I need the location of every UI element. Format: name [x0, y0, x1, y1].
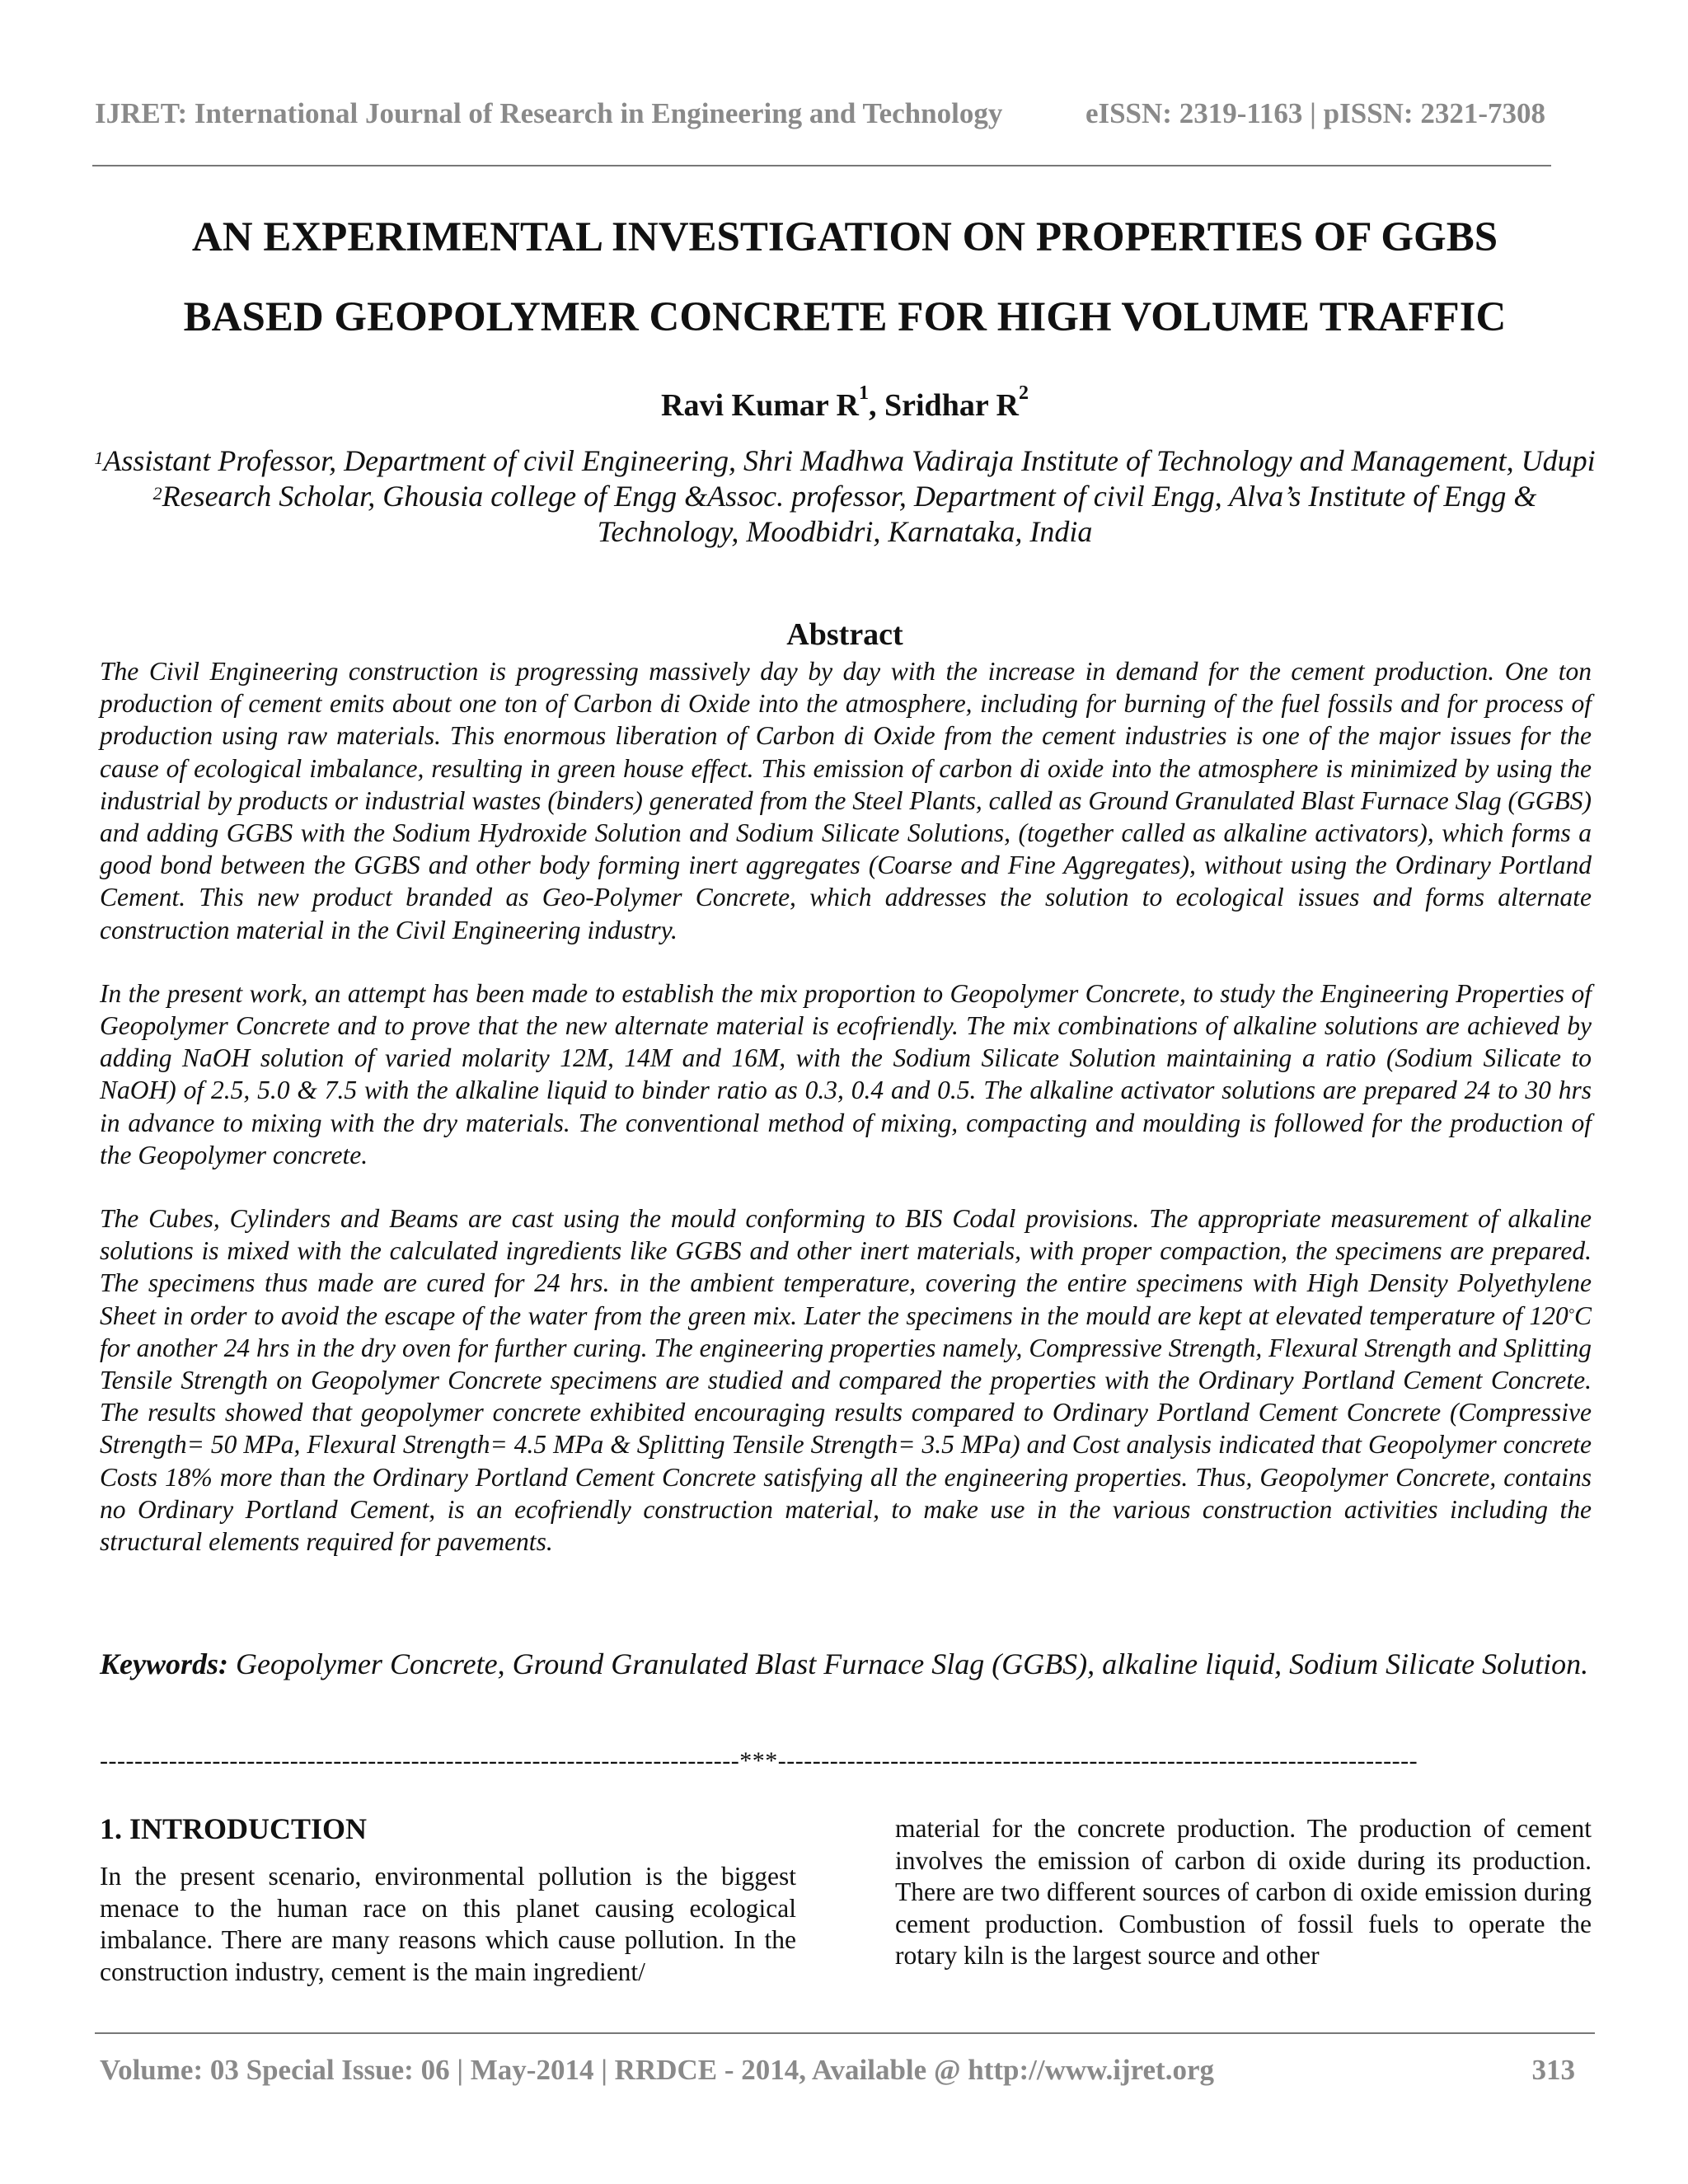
page-footer — [100, 2054, 1575, 2095]
author-1-name: Ravi Kumar R — [661, 388, 859, 423]
page-header — [95, 97, 1545, 138]
degree-symbol: ° — [1568, 1305, 1574, 1322]
journal-name: IJRET: International Journal of Research in Engineering and Technology — [95, 97, 1003, 129]
keywords-label: Keywords: — [100, 1647, 228, 1680]
introduction-heading: 1. INTRODUCTION — [100, 1812, 368, 1845]
abstract-paragraph-1: The Civil Engineering construction is progressing massively day by day with the increase in demand for the cement production. One ton production of cement emits about one ton of Carbon di Oxide into the atmosphere, including for burning of the fuel fossils and for process of production using raw materials. This enormous liberation of Carbon di Oxide from the cement industries is one of the major issues for the cause of ecological imbalance, resulting in green house effect. This emission of carbon di oxide into the atmosphere is minimized by using the industrial by products or industrial wastes (binders) generated from the Steel Plants, called as Ground Granulated Blast Furnace Slag (GGBS) and adding GGBS with the Sodium Hydroxide Solution and Sodium Silicate Solutions, (together called as alkaline activators), which forms a good bond between the GGBS and other body forming inert aggregates (Coarse and Fine Aggregates), without using the Ordinary Portland Cement. This new product branded as Geo-Polymer Concrete, which addresses the solution to ecological issues and forms alternate construction material in the Civil Engineering industry. — [100, 657, 1592, 944]
volume-info: Volume: 03 Special Issue: 06 | May-2014 | RRDCE - 2014, Available @ http://www.ijret.org — [100, 2054, 1214, 2086]
abstract-paragraph-2: In the present work, an attempt has been made to establish the mix proportion to Geopolymer Concrete, to study the Engineering Properties of Geopolymer Concrete and to prove that the new alternate material is ecofriendly. The mix combinations of alkaline solutions are achieved by adding NaOH solution of varied molarity 12M, 14M and 16M, with the Sodium Silicate Solution maintaining a ratio (Sodium Silicate to NaOH) of 2.5, 5.0 & 7.5 with the alkaline liquid to binder ratio as 0.3, 0.4 and 0.5. The alkaline activator solutions are prepared 24 to 30 hrs in advance to mixing with the dry materials. The conventional method of mixing, compacting and moulding is followed for the production of the Geopolymer concrete. — [100, 978, 1592, 1169]
issn-numbers: eISSN: 2319-1163 | pISSN: 2321-7308 — [1085, 97, 1545, 129]
paper-title — [92, 198, 1597, 358]
affiliation-2-text: Research Scholar, Ghousia college of Engg &Assoc. professor, Department of civil Engg, Alva’s Institute of Engg & Technology, Moodbidri, Karnataka, India — [162, 480, 1537, 548]
author-2-name: Sridhar R — [884, 388, 1019, 423]
abstract-paragraph-3 — [100, 1202, 1592, 1558]
affiliation-1-text: Assistant Professor, Department of civil Engineering, Shri Madhwa Vadiraja Institute of Technology and Management, Udupi — [103, 444, 1596, 477]
authors — [92, 382, 1597, 424]
affiliation-2-mark: 2 — [152, 483, 162, 504]
author-2-mark: 2 — [1018, 382, 1029, 404]
affiliation-2 — [92, 479, 1597, 550]
abstract-heading: Abstract — [786, 617, 903, 652]
title-line-2: BASED GEOPOLYMER CONCRETE FOR HIGH VOLUME TRAFFIC — [183, 294, 1507, 340]
title-line-1: AN EXPERIMENTAL INVESTIGATION ON PROPERTIES OF GGBS — [191, 214, 1498, 260]
header-rule — [92, 165, 1551, 166]
footer-rule — [95, 2032, 1595, 2034]
left-column — [100, 1811, 796, 1988]
abstract-paragraph-3-part-2: C for another 24 hrs in the dry oven for further curing. The engineering properties namely, Compressive Strength, Flexural Strength and Splitting Tensile Strength on Geopolymer Concrete specimens are studied and compared the properties with the Ordinary Portland Cement Concrete. The results showed that geopolymer concrete exhibited encouraging results compared to Ordinary Portland Cement Concrete (Compressive Strength= 50 MPa, Flexural Strength= 4.5 MPa & Splitting Tensile Strength= 3.5 MPa) and Cost analysis indicated that Geopolymer concrete Costs 18% more than the Ordinary Portland Cement Concrete satisfying all the engineering properties. Thus, Geopolymer Concrete, contains no Ordinary Portland Cement, is an ecofriendly construction material, to make use in the various construction activities including the structural elements required for pavements. — [100, 1301, 1592, 1557]
keywords-text: Geopolymer Concrete, Ground Granulated Blast Furnace Slag (GGBS), alkaline liquid, Sodium Silicate Solution. — [228, 1647, 1589, 1680]
section-separator: --------------------------------------------------------------------------***-------------------------------------------------------------------------- — [100, 1747, 1418, 1774]
affiliation-1-mark: 1 — [94, 448, 104, 468]
introduction-left-text: In the present scenario, environmental pollution is the biggest menace to the human race on this planet causing ecological imbalance. There are many reasons which cause pollution. In the construction industry, cement is the main ingredient/ — [100, 1862, 796, 1986]
author-1-mark: 1 — [859, 382, 869, 404]
abstract-paragraph-3-part-1: The Cubes, Cylinders and Beams are cast using the mould conforming to BIS Codal provisions. The appropriate measurement of alkaline solutions is mixed with the calculated ingredients like GGBS and other inert materials, with proper compaction, the specimens are prepared. The specimens thus made are cured for 24 hrs. in the ambient temperature, covering the entire specimens with High Density Polyethylene Sheet in order to avoid the escape of the water from the green mix. Later the specimens in the mould are kept at elevated temperature of 120 — [100, 1204, 1592, 1330]
abstract-body — [100, 655, 1592, 1589]
affiliations — [92, 443, 1597, 550]
keywords — [100, 1638, 1592, 1690]
author-separator: , — [869, 388, 884, 423]
right-column — [895, 1813, 1592, 1972]
introduction-right-text: material for the concrete production. The production of cement involves the emission of carbon di oxide during its production. There are two different sources of carbon di oxide emission during cement production. Combustion of fossil fuels to operate the rotary kiln is the largest source and other — [895, 1814, 1592, 1970]
page-number: 313 — [1531, 2054, 1575, 2086]
affiliation-1 — [92, 443, 1597, 479]
